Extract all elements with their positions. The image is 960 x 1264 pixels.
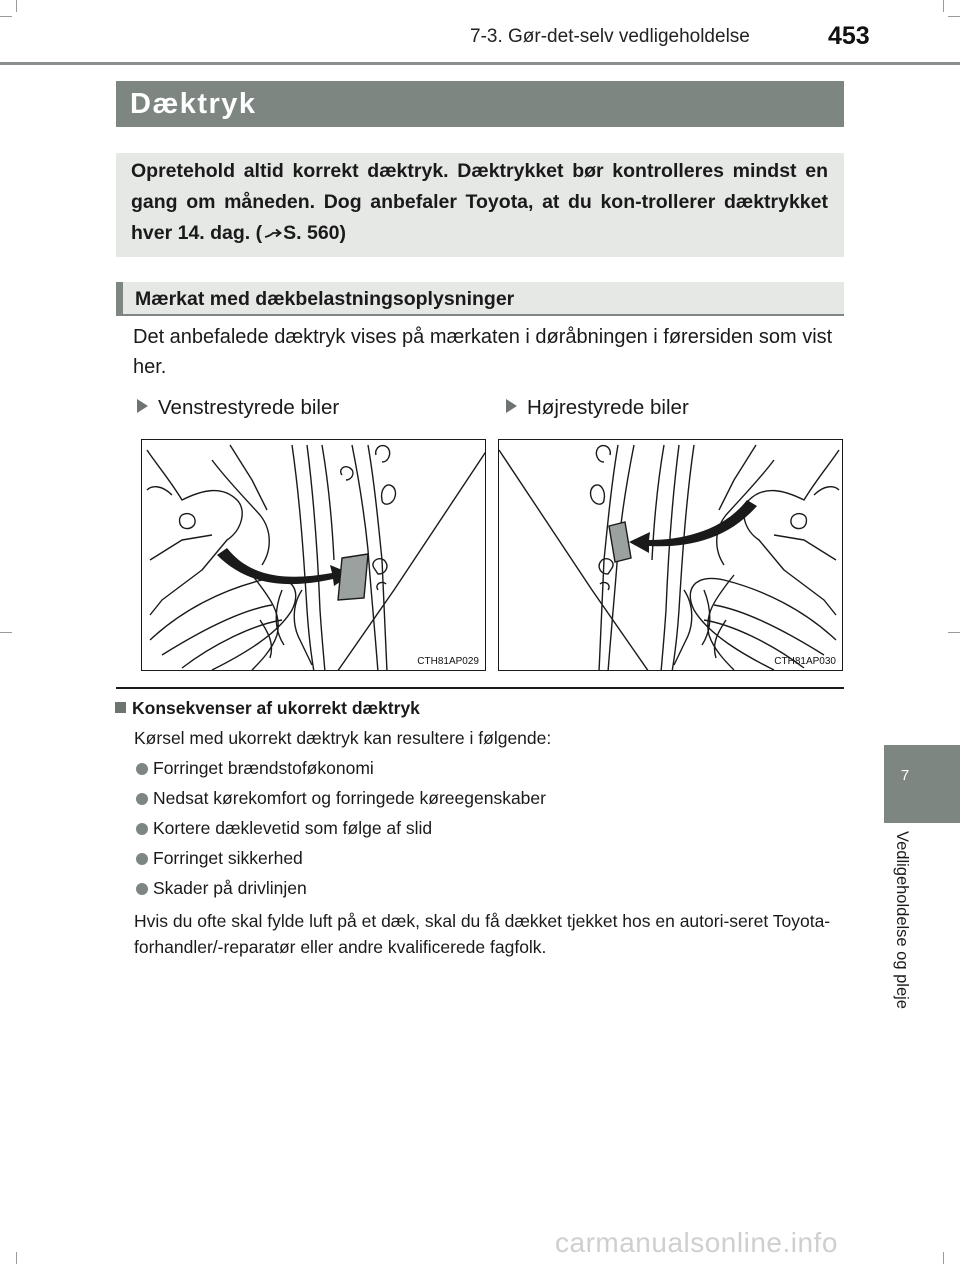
label-subheading: Mærkat med dækbelastningsoplysninger — [116, 282, 844, 316]
consequences-heading — [115, 698, 420, 719]
list-item-text: Forringet brændstoføkonomi — [153, 758, 374, 778]
door-pillar-drawing — [142, 440, 486, 671]
consequences-closing: Hvis du ofte skal fylde luft på et dæk, skal du få dækket tjekket hos en autori-seret Toyota-forhandler/-reparatør eller andre kvalificerede fagfolk. — [134, 911, 831, 957]
caption-text: Højrestyrede biler — [527, 396, 689, 419]
page-reference[interactable]: S. 560 — [283, 222, 340, 244]
circle-bullet-icon — [136, 763, 148, 775]
list-item-text: Kortere dæklevetid som følge af slid — [153, 818, 433, 838]
list-item-text: Skader på drivlinjen — [153, 878, 307, 898]
watermark: carmanualsonline.info — [555, 1227, 838, 1258]
figure-caption-rhd — [506, 396, 689, 420]
figure-code: CTH81AP029 — [417, 656, 479, 667]
list-item — [136, 848, 303, 869]
illustration-lhd — [141, 439, 486, 671]
section-title: Dæktryk — [116, 81, 844, 127]
circle-bullet-icon — [136, 823, 148, 835]
figure-code: CTH81AP030 — [774, 656, 836, 667]
triangle-bullet-icon — [506, 399, 517, 413]
circle-bullet-icon — [136, 853, 148, 865]
header-rule — [0, 62, 960, 65]
list-item-text: Forringet sikkerhed — [153, 848, 303, 868]
crop-mark — [0, 632, 12, 633]
chapter-tab[interactable] — [884, 745, 960, 823]
list-item — [136, 878, 307, 899]
heading-text: Konsekvenser af ukorrekt dæktryk — [132, 698, 420, 718]
label-description: Det anbefalede dæktryk vises på mærkaten i døråbningen i førersiden som vist her. — [133, 326, 833, 378]
circle-bullet-icon — [136, 793, 148, 805]
page-reference-arrow-icon — [264, 227, 282, 239]
crop-mark — [948, 16, 960, 17]
callout-arrow-icon — [217, 548, 352, 586]
list-item — [136, 818, 432, 839]
callout-arrow-icon — [629, 500, 757, 553]
tire-label-marker — [609, 522, 631, 562]
crop-mark — [16, 1252, 17, 1264]
consequences-lead: Kørsel med ukorrekt dæktryk kan resultere i følgende: — [134, 728, 552, 748]
illustration-rhd — [498, 439, 843, 671]
tire-label-marker — [338, 554, 368, 600]
chapter-label: Vedligeholdelse og pleje — [893, 831, 911, 1009]
list-item-text: Nedsat kørekomfort og forringede køreegenskaber — [153, 788, 546, 808]
page-number: 453 — [828, 22, 870, 50]
crop-mark — [943, 1252, 944, 1264]
intro-text: Opretehold altid korrekt dæktryk. Dæktrykket bør kontrolleres mindst en gang om måneden. Dog anbefaler Toyota, at du kon-trollerer dæktrykket hver 14. dag. ( — [131, 160, 828, 244]
crop-mark — [943, 0, 944, 12]
intro-close: ) — [339, 222, 347, 244]
caption-text: Venstrestyrede biler — [158, 396, 340, 419]
door-pillar-drawing — [499, 440, 843, 671]
crop-mark — [16, 0, 17, 12]
intro-box — [116, 153, 844, 257]
triangle-bullet-icon — [137, 399, 148, 413]
section-divider — [116, 687, 844, 689]
crop-mark — [948, 632, 960, 633]
circle-bullet-icon — [136, 883, 148, 895]
chapter-number: 7 — [900, 767, 910, 784]
list-item — [136, 758, 374, 779]
square-bullet-icon — [115, 702, 126, 713]
list-item — [136, 788, 546, 809]
figure-caption-lhd — [137, 396, 339, 420]
crop-mark — [0, 16, 12, 17]
running-header: 7-3. Gør-det-selv vedligeholdelse — [470, 26, 750, 47]
